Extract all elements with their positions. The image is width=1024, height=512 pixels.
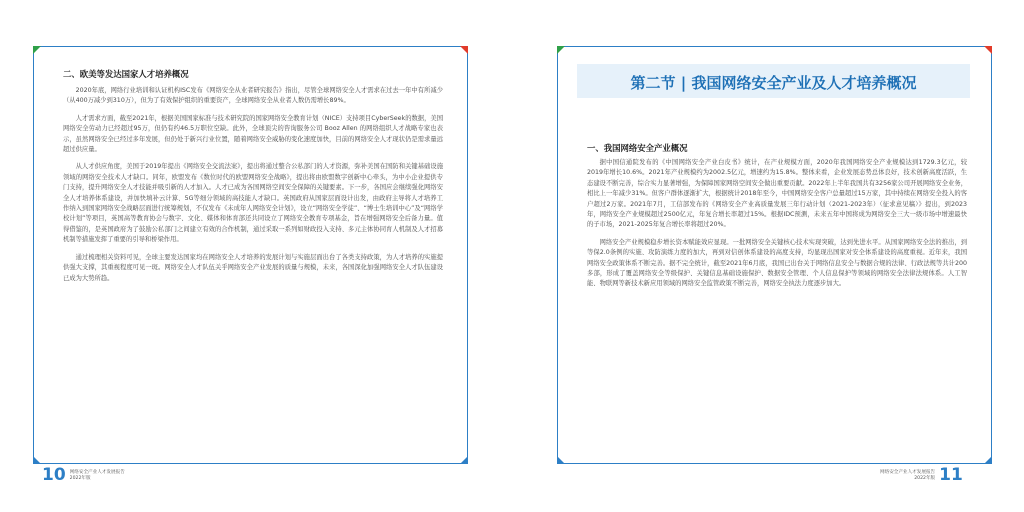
left-page [33, 46, 468, 464]
paragraph: 人才需求方面，截至2021年，根据美国国家标准与技术研究院的国家网络安全教育计划（NICE）支持项目CyberSeek的数据，美国网络安全劳动力已经超过95万，但仍有约46.5万职位空缺。此外，全球顶尖的咨询服务公司 Booz Allen 的网络组织人才战略专家也表示，虽然网络安全已经过多年发展，但仍处于新兴行业位置，随着网络安全威胁的变化速度加快，目前的网络安全人才现状仍是需求量远超过供应量。 [63, 114, 443, 154]
report-name: 网络安全产业人才发展报告 [880, 469, 936, 475]
page-number: 10 [42, 465, 66, 485]
corner-accent-blue [984, 456, 992, 464]
report-edition: 2022年版 [914, 475, 936, 481]
corner-accent-blue [33, 456, 41, 464]
left-footer [42, 467, 125, 484]
left-body-text [63, 86, 443, 291]
right-body-text [587, 158, 967, 297]
paragraph: 从人才供应角度，美国于2019年提出《网络安全交流法案》，提出将通过整合公私部门的人才资源，弥补美国在国防和关键基础设施领域的网络安全技术人才缺口。同年，欧盟发布《数位时代的欧盟网络安全战略》，提出将由欧盟数字创新中心牵头，为中小企业提供专门支持，提升网络安全人才技能并吸引新的人才加入。人才已成为各国网络空间安全保障的关键要素。下一步，各国应会继续强化网络安全人才培养体系建设，并加快填补云计算、5G等细分领域的高技能人才缺口。英国政府从国家层面设计出发，由政府主导将人才培养工作纳入到国家网络安全战略层面进行统筹规划，不仅发布《未成年人网络安全计划》，设立“网络安全学徒”、“博士生培训中心”及“网络学校计划”等项目，英国高等教育协会与数字、文化、媒体和体育部还共同设立了网络安全教育专项基金，旨在增强网络安全后备力量。值得借鉴的，是英国政府为了鼓励公私部门之间建立有效的合作机制，通过采取一系列如财政投入支持、多元主体协同育人机制及人才招募机制等措施发挥了重要的引导和桥梁作用。 [63, 163, 443, 244]
corner-accent-red [460, 46, 468, 54]
report-name: 网络安全产业人才发展报告 [69, 469, 125, 475]
section-heading: 一、我国网络安全产业概况 [587, 143, 688, 153]
paragraph: 据中国信通院发布的《中国网络安全产业白皮书》统计，在产业规模方面，2020年我国网络安全产业规模达到1729.3亿元，较2019年增长10.6%。2021年产业规模约为2002.5亿元，增速约为15.8%。整体来看，企业发展态势总体良好，技术创新高度活跃，生态建设不断完善，综合实力显著增强，为保障国家网络空间安全做出重要贡献。2022年上半年我国共有3256家公司开展网络安全业务，相比上一年减少31%。但客户群体逐渐扩大，根据统计2018年至今，中国网络安全客户总量超过15万家，其中持续在网络安全投入的客户超过2万家。2021年7月，工信部发布的《网络安全产业高质量发展三年行动计划（2021-2023年）（征求意见稿）》提出，到2023年，网络安全产业规模超过2500亿元，年复合增长率超过15%。根据IDC预测，未来五年中国将成为网络安全三大一级市场中增速最快的子市场，2021-2025年复合增长率将超过20%。 [587, 159, 967, 229]
corner-accent-blue [557, 456, 565, 464]
right-footer [880, 467, 963, 484]
paragraph: 2020年底，网络行业培训和认证机构ISC发布《网络安全从业者研究报告》指出，尽管全球网络安全人才需求在过去一年中有所减少（从400万减少到310万），但为了有效保护组织的重要资产，全球网络安全从业者人数仍需增长89%。 [63, 87, 443, 105]
page-number: 11 [939, 465, 963, 485]
corner-accent-green [557, 46, 565, 54]
report-edition: 2022年版 [69, 475, 91, 481]
corner-accent-blue [460, 456, 468, 464]
paragraph: 网络安全产业规模稳步增长资本赋能效应显现。一批网络安全关键核心技术实现突破，达到先进水平。从国家网络安全法的推出，到等保2.0条例的实施、攻防演练力度的加大，再到对信创体系建设的高度支持，均显现出国家对安全体系建设的高度重视。近年来，我国网络安全政策体系不断完善。据不完全统计，截至2021年6月底，我国已出台关于网络信息安全与数据合规的法律、行政法规等共计200多部，形成了覆盖网络安全等级保护、关键信息基础设施保护、数据安全管理、个人信息保护等领域的网络安全法律法规体系。人工智能、物联网等新技术新应用领域的网络安全监管政策不断完善，网络安全执法力度逐步加大。 [587, 238, 967, 288]
chapter-title: 第二节 | 我国网络安全产业及人才培养概况 [630, 74, 917, 92]
paragraph: 通过梳理相关资料可见，全球主要发达国家均在网络安全人才培养的发展计划与实施层面出台了各类支持政策，为人才培养的实施提供强大支撑，其重视程度可见一斑。网络安全人才队伍关乎网络安全产业发展的质量与规模，未来，各国深化加强网络安全人才队伍建设已成为大势所趋。 [63, 253, 443, 282]
right-page [557, 46, 992, 464]
chapter-title-band [577, 64, 970, 98]
corner-accent-green [33, 46, 41, 54]
corner-accent-red [984, 46, 992, 54]
section-heading: 二、欧美等发达国家人才培养概况 [63, 69, 189, 79]
